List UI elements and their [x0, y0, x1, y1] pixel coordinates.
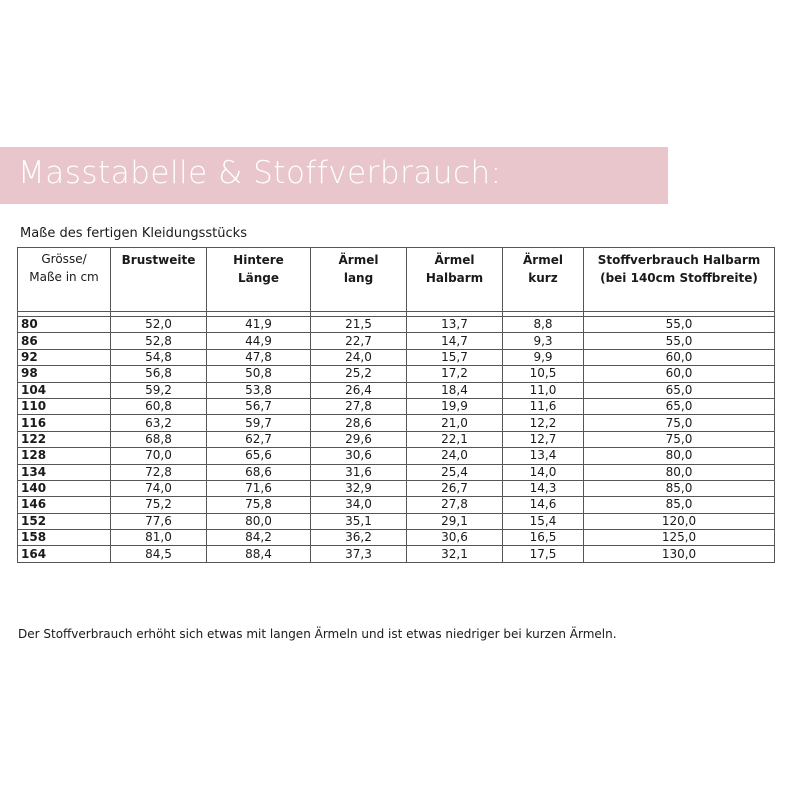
- cell-sleeve-short: 14,0: [503, 464, 584, 480]
- cell-sleeve-half: 26,7: [407, 480, 503, 496]
- cell-size: 140: [18, 480, 111, 496]
- cell-sleeve-long: 32,9: [311, 480, 407, 496]
- table-caption: Maße des fertigen Kleidungsstücks: [20, 226, 247, 241]
- cell-size: 80: [18, 317, 111, 333]
- cell-fabric-usage: 120,0: [584, 513, 775, 529]
- cell-fabric-usage: 60,0: [584, 349, 775, 365]
- cell-size: 98: [18, 366, 111, 382]
- cell-chest-width: 60,8: [111, 398, 207, 414]
- cell-fabric-usage: 75,0: [584, 415, 775, 431]
- cell-size: 134: [18, 464, 111, 480]
- cell-fabric-usage: 65,0: [584, 398, 775, 414]
- cell-sleeve-long: 25,2: [311, 366, 407, 382]
- cell-chest-width: 74,0: [111, 480, 207, 496]
- cell-fabric-usage: 85,0: [584, 480, 775, 496]
- table-row: [18, 382, 775, 398]
- cell-sleeve-short: 11,6: [503, 398, 584, 414]
- cell-sleeve-half: 18,4: [407, 382, 503, 398]
- cell-sleeve-short: 16,5: [503, 530, 584, 546]
- cell-chest-width: 56,8: [111, 366, 207, 382]
- table-row: [18, 546, 775, 562]
- cell-sleeve-short: 14,6: [503, 497, 584, 513]
- cell-sleeve-half: 15,7: [407, 349, 503, 365]
- cell-sleeve-half: 27,8: [407, 497, 503, 513]
- cell-back-length: 53,8: [207, 382, 311, 398]
- cell-sleeve-short: 9,3: [503, 333, 584, 349]
- cell-sleeve-long: 22,7: [311, 333, 407, 349]
- cell-size: 110: [18, 398, 111, 414]
- cell-chest-width: 84,5: [111, 546, 207, 562]
- cell-size: 128: [18, 448, 111, 464]
- footnote: Der Stoffverbrauch erhöht sich etwas mit langen Ärmeln und ist etwas niedriger bei kurzen Ärmeln.: [18, 627, 617, 641]
- cell-fabric-usage: 80,0: [584, 464, 775, 480]
- cell-sleeve-short: 10,5: [503, 366, 584, 382]
- cell-back-length: 65,6: [207, 448, 311, 464]
- header-sleeve-half: Ärmel Halbarm: [407, 248, 503, 312]
- table-row: [18, 431, 775, 447]
- table-row: [18, 398, 775, 414]
- header-sleeve-long: Ärmel lang: [311, 248, 407, 312]
- cell-fabric-usage: 125,0: [584, 530, 775, 546]
- cell-sleeve-half: 30,6: [407, 530, 503, 546]
- table-body: [18, 312, 775, 563]
- cell-size: 146: [18, 497, 111, 513]
- header-fabric-usage: Stoffverbrauch Halbarm (bei 140cm Stoffbreite): [584, 248, 775, 312]
- cell-sleeve-half: 25,4: [407, 464, 503, 480]
- table-row: [18, 480, 775, 496]
- cell-back-length: 62,7: [207, 431, 311, 447]
- cell-chest-width: 77,6: [111, 513, 207, 529]
- cell-sleeve-half: 13,7: [407, 317, 503, 333]
- cell-back-length: 88,4: [207, 546, 311, 562]
- cell-sleeve-short: 15,4: [503, 513, 584, 529]
- cell-size: 86: [18, 333, 111, 349]
- cell-sleeve-short: 8,8: [503, 317, 584, 333]
- cell-fabric-usage: 80,0: [584, 448, 775, 464]
- table-header-row: [18, 248, 775, 312]
- cell-back-length: 84,2: [207, 530, 311, 546]
- cell-chest-width: 52,0: [111, 317, 207, 333]
- cell-sleeve-half: 19,9: [407, 398, 503, 414]
- cell-chest-width: 68,8: [111, 431, 207, 447]
- cell-chest-width: 81,0: [111, 530, 207, 546]
- cell-sleeve-short: 9,9: [503, 349, 584, 365]
- cell-size: 152: [18, 513, 111, 529]
- table-row: [18, 317, 775, 333]
- table-row: [18, 333, 775, 349]
- cell-sleeve-half: 14,7: [407, 333, 503, 349]
- table-row: [18, 366, 775, 382]
- cell-size: 158: [18, 530, 111, 546]
- cell-chest-width: 75,2: [111, 497, 207, 513]
- cell-sleeve-half: 32,1: [407, 546, 503, 562]
- cell-sleeve-short: 14,3: [503, 480, 584, 496]
- cell-sleeve-long: 36,2: [311, 530, 407, 546]
- cell-sleeve-half: 17,2: [407, 366, 503, 382]
- table-row: [18, 349, 775, 365]
- cell-sleeve-long: 27,8: [311, 398, 407, 414]
- page-title: Masstabelle & Stoffverbrauch:: [18, 155, 502, 191]
- size-chart-table: [17, 247, 775, 563]
- cell-sleeve-long: 26,4: [311, 382, 407, 398]
- cell-sleeve-short: 12,7: [503, 431, 584, 447]
- table-row: [18, 513, 775, 529]
- cell-back-length: 68,6: [207, 464, 311, 480]
- cell-chest-width: 59,2: [111, 382, 207, 398]
- cell-fabric-usage: 55,0: [584, 317, 775, 333]
- cell-sleeve-long: 35,1: [311, 513, 407, 529]
- cell-size: 116: [18, 415, 111, 431]
- cell-fabric-usage: 65,0: [584, 382, 775, 398]
- cell-sleeve-long: 37,3: [311, 546, 407, 562]
- cell-sleeve-long: 24,0: [311, 349, 407, 365]
- cell-sleeve-short: 11,0: [503, 382, 584, 398]
- cell-sleeve-half: 29,1: [407, 513, 503, 529]
- table-row: [18, 448, 775, 464]
- cell-size: 122: [18, 431, 111, 447]
- cell-back-length: 41,9: [207, 317, 311, 333]
- table-row: [18, 497, 775, 513]
- cell-size: 104: [18, 382, 111, 398]
- cell-fabric-usage: 55,0: [584, 333, 775, 349]
- cell-fabric-usage: 60,0: [584, 366, 775, 382]
- title-banner: [0, 147, 668, 204]
- cell-chest-width: 70,0: [111, 448, 207, 464]
- cell-back-length: 47,8: [207, 349, 311, 365]
- cell-sleeve-half: 22,1: [407, 431, 503, 447]
- cell-size: 92: [18, 349, 111, 365]
- cell-sleeve-long: 29,6: [311, 431, 407, 447]
- cell-back-length: 56,7: [207, 398, 311, 414]
- cell-back-length: 80,0: [207, 513, 311, 529]
- cell-chest-width: 54,8: [111, 349, 207, 365]
- cell-back-length: 44,9: [207, 333, 311, 349]
- cell-chest-width: 72,8: [111, 464, 207, 480]
- cell-chest-width: 52,8: [111, 333, 207, 349]
- table-row: [18, 464, 775, 480]
- header-size: Grösse/ Maße in cm: [18, 248, 111, 312]
- header-chest-width: Brustweite: [111, 248, 207, 312]
- header-back-length: Hintere Länge: [207, 248, 311, 312]
- cell-chest-width: 63,2: [111, 415, 207, 431]
- cell-sleeve-long: 28,6: [311, 415, 407, 431]
- cell-sleeve-long: 30,6: [311, 448, 407, 464]
- cell-back-length: 75,8: [207, 497, 311, 513]
- cell-sleeve-short: 17,5: [503, 546, 584, 562]
- cell-fabric-usage: 75,0: [584, 431, 775, 447]
- header-sleeve-short: Ärmel kurz: [503, 248, 584, 312]
- table-row: [18, 415, 775, 431]
- table-row: [18, 530, 775, 546]
- cell-fabric-usage: 85,0: [584, 497, 775, 513]
- cell-sleeve-long: 21,5: [311, 317, 407, 333]
- cell-back-length: 71,6: [207, 480, 311, 496]
- cell-sleeve-short: 13,4: [503, 448, 584, 464]
- cell-back-length: 50,8: [207, 366, 311, 382]
- cell-sleeve-half: 24,0: [407, 448, 503, 464]
- cell-back-length: 59,7: [207, 415, 311, 431]
- cell-size: 164: [18, 546, 111, 562]
- cell-sleeve-long: 31,6: [311, 464, 407, 480]
- cell-fabric-usage: 130,0: [584, 546, 775, 562]
- cell-sleeve-long: 34,0: [311, 497, 407, 513]
- cell-sleeve-half: 21,0: [407, 415, 503, 431]
- cell-sleeve-short: 12,2: [503, 415, 584, 431]
